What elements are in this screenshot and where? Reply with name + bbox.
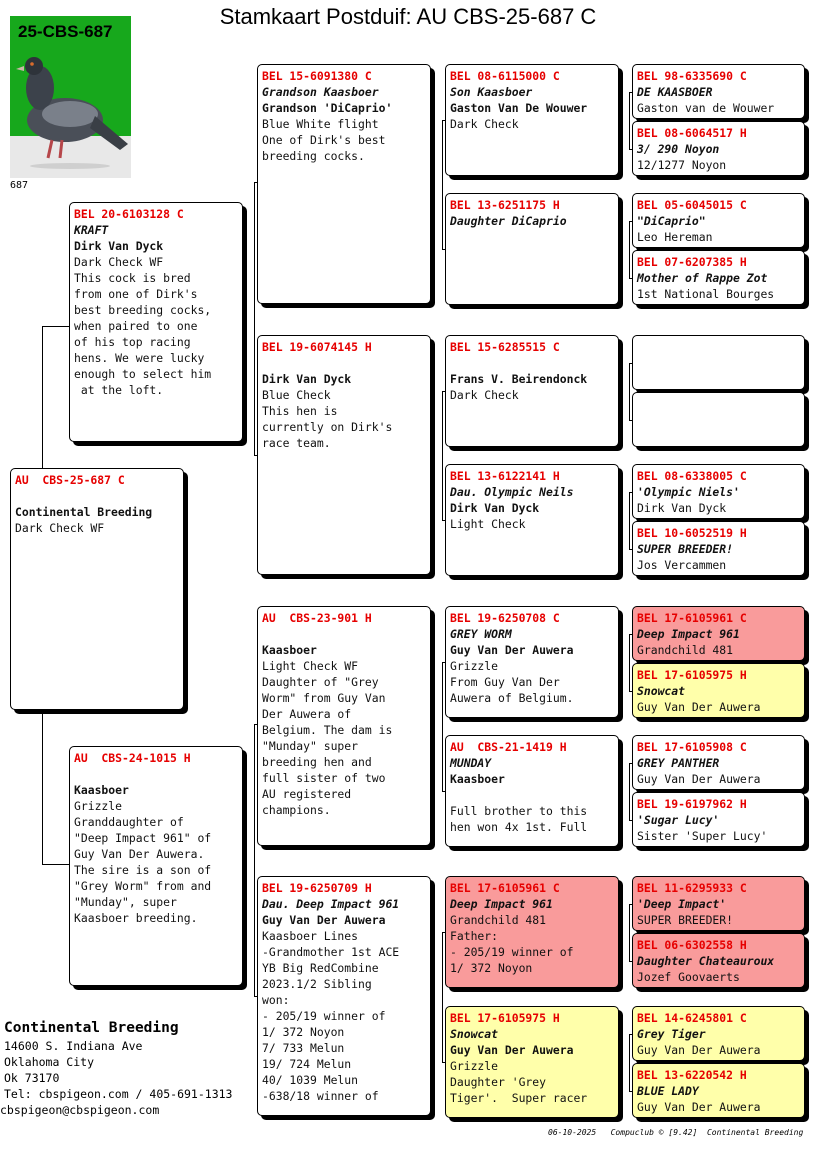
info-line bbox=[15, 488, 179, 504]
owner-name: Continental Breeding bbox=[4, 1020, 179, 1036]
sire-card[interactable] bbox=[69, 202, 243, 442]
info-line: Auwera of Belgium. bbox=[450, 691, 574, 705]
info-line: Guy Van Der Auwera bbox=[637, 1043, 761, 1057]
info-line: Grandson 'DiCaprio' bbox=[262, 101, 393, 115]
info-line: This cock is bred bbox=[74, 271, 191, 285]
dam-sire-card[interactable] bbox=[257, 606, 431, 846]
info-line: Blue White flight bbox=[262, 117, 379, 131]
ring-number: BEL 08-6115000 C bbox=[450, 69, 560, 83]
info-line: "Grey Worm" from and bbox=[74, 879, 212, 893]
ggparent-card-8[interactable] bbox=[445, 1006, 619, 1118]
ring-number: BEL 13-6220542 H bbox=[637, 1068, 747, 1082]
info-line: 7/ 733 Melun bbox=[262, 1041, 345, 1055]
owner-phone: Tel: cbspigeon.com / 405-691-1313 bbox=[4, 1087, 233, 1101]
ring-number: BEL 10-6052519 H bbox=[637, 526, 747, 540]
info-line: "Munday", super bbox=[74, 895, 177, 909]
info-line: Guy Van Der Auwera bbox=[637, 700, 761, 714]
gggparent-card-8[interactable] bbox=[632, 521, 805, 576]
connector-line bbox=[629, 1034, 630, 1091]
pigeon-name: Son Kaasboer bbox=[450, 85, 533, 99]
info-line: AU registered bbox=[262, 787, 352, 801]
info-line: Dirk Van Dyck bbox=[637, 501, 727, 515]
info-line bbox=[450, 787, 614, 803]
info-line: YB Big RedCombine bbox=[262, 961, 379, 975]
gggparent-card-9[interactable] bbox=[632, 606, 805, 661]
pigeon-photo bbox=[10, 16, 131, 178]
photo-caption: 687 bbox=[10, 180, 29, 191]
connector-line bbox=[254, 724, 255, 996]
pigeon-name: GREY WORM bbox=[450, 627, 512, 641]
info-line: Leo Hereman bbox=[637, 230, 713, 244]
gggparent-card-13[interactable] bbox=[632, 876, 805, 931]
pigeon-name: Deep Impact 961 bbox=[450, 897, 553, 911]
info-line: Kaasboer Lines bbox=[262, 929, 359, 943]
connector-line bbox=[42, 326, 69, 327]
info-line: from one of Dirk's bbox=[74, 287, 198, 301]
info-line: 40/ 1039 Melun bbox=[262, 1073, 359, 1087]
ring-number: BEL 17-6105975 H bbox=[450, 1011, 560, 1025]
gggparent-card-6[interactable] bbox=[632, 392, 805, 447]
photo-label: 25-CBS-687 bbox=[18, 22, 113, 41]
info-line: SUPER BREEDER! bbox=[637, 913, 734, 927]
ring-number: BEL 08-6338005 C bbox=[637, 469, 747, 483]
info-line: Kaasboer breeding. bbox=[74, 911, 198, 925]
footer-credit: 06-10-2025 Compuclub © [9.42] Continental Breeding bbox=[548, 1128, 804, 1137]
sire-dam-card[interactable] bbox=[257, 335, 431, 575]
info-line: champions. bbox=[262, 803, 331, 817]
info-line: Guy Van Der Auwera bbox=[637, 1100, 761, 1114]
pigeon-name: Grey Tiger bbox=[637, 1027, 706, 1041]
connector-line bbox=[254, 182, 255, 456]
info-line: currently on Dirk's bbox=[262, 420, 393, 434]
info-line: Gaston Van De Wouwer bbox=[450, 101, 588, 115]
info-line: -638/18 winner of bbox=[262, 1089, 379, 1103]
gggparent-card-11[interactable] bbox=[632, 735, 805, 790]
pigeon-name: Deep Impact 961 bbox=[637, 627, 740, 641]
gggparent-card-4[interactable] bbox=[632, 250, 805, 305]
ring-number: BEL 14-6245801 C bbox=[637, 1011, 747, 1025]
info-line: Frans V. Beirendonck bbox=[450, 372, 588, 386]
info-line: Dark Check bbox=[450, 117, 519, 131]
info-line: race team. bbox=[262, 436, 331, 450]
ring-number: BEL 17-6105961 C bbox=[637, 611, 747, 625]
ggparent-card-5[interactable] bbox=[445, 606, 619, 718]
ring-number: BEL 15-6091380 C bbox=[262, 69, 372, 83]
ring-number: BEL 15-6285515 C bbox=[450, 340, 560, 354]
info-line: Dirk Van Dyck bbox=[74, 239, 164, 253]
ring-number: BEL 17-6105961 C bbox=[450, 881, 560, 895]
info-line: Guy Van Der Auwera bbox=[450, 643, 574, 657]
info-line: Kaasboer bbox=[262, 643, 317, 657]
pigeon-name: BLUE LADY bbox=[637, 1084, 699, 1098]
info-line: enough to select him bbox=[74, 367, 212, 381]
info-line: Worm" from Guy Van bbox=[262, 691, 386, 705]
pigeon-name: KRAFT bbox=[74, 223, 109, 237]
gggparent-card-5[interactable] bbox=[632, 335, 805, 390]
info-line: full sister of two bbox=[262, 771, 386, 785]
ring-number: AU CBS-25-687 C bbox=[15, 473, 125, 487]
info-line bbox=[262, 626, 426, 642]
info-line: 2023.1/2 Sibling bbox=[262, 977, 372, 991]
connector-line bbox=[42, 714, 43, 864]
gggparent-card-2[interactable] bbox=[632, 121, 805, 176]
info-line: Belgium. The dam is bbox=[262, 723, 393, 737]
info-line: Der Auwera of bbox=[262, 707, 352, 721]
pigeon-name: Daughter Chateauroux bbox=[637, 954, 775, 968]
connector-line bbox=[629, 492, 630, 549]
info-line: Blue Check bbox=[262, 388, 331, 402]
info-line: Grizzle bbox=[74, 799, 123, 813]
ring-number: BEL 20-6103128 C bbox=[74, 207, 184, 221]
info-line: Guy Van Der Auwera. bbox=[74, 847, 205, 861]
info-line: best breeding cocks, bbox=[74, 303, 212, 317]
pigeon-name: DE KAASBOER bbox=[637, 85, 713, 99]
info-line: hen won 4x 1st. Full bbox=[450, 820, 588, 834]
connector-line bbox=[629, 634, 630, 691]
connector-line bbox=[629, 763, 630, 820]
info-line: Jos Vercammen bbox=[637, 558, 727, 572]
info-line: The sire is a son of bbox=[74, 863, 212, 877]
ring-number: BEL 19-6074145 H bbox=[262, 340, 372, 354]
info-line: 1st National Bourges bbox=[637, 287, 775, 301]
ggparent-card-1[interactable] bbox=[445, 64, 619, 176]
pigeon-name: Dau. Deep Impact 961 bbox=[262, 897, 400, 911]
info-line: Kaasboer bbox=[74, 783, 129, 797]
info-line: Daughter 'Grey bbox=[450, 1075, 547, 1089]
dam-card[interactable] bbox=[69, 746, 243, 986]
info-line: breeding hen and bbox=[262, 755, 372, 769]
gggparent-card-15[interactable] bbox=[632, 1006, 805, 1061]
ring-number: BEL 13-6122141 H bbox=[450, 469, 560, 483]
info-line: hens. We were lucky bbox=[74, 351, 205, 365]
ring-number: AU CBS-24-1015 H bbox=[74, 751, 191, 765]
info-line: Tiger'. Super racer bbox=[450, 1091, 588, 1105]
ring-number: BEL 19-6250709 H bbox=[262, 881, 372, 895]
info-line: Dirk Van Dyck bbox=[450, 501, 540, 515]
owner-block bbox=[0, 1018, 233, 1118]
pigeon-name: Daughter DiCaprio bbox=[450, 214, 567, 228]
gggparent-card-10[interactable] bbox=[632, 663, 805, 718]
ring-number: BEL 05-6045015 C bbox=[637, 198, 747, 212]
gggparent-card-14[interactable] bbox=[632, 933, 805, 988]
dam-dam-card[interactable] bbox=[257, 876, 431, 1116]
pigeon-name: 'Deep Impact' bbox=[637, 897, 727, 911]
ring-number: BEL 19-6250708 C bbox=[450, 611, 560, 625]
info-line: From Guy Van Der bbox=[450, 675, 560, 689]
info-line: Granddaughter of bbox=[74, 815, 184, 829]
info-line: Dirk Van Dyck bbox=[262, 372, 352, 386]
connector-line bbox=[442, 120, 443, 249]
connector-line bbox=[442, 662, 443, 791]
gggparent-card-7[interactable] bbox=[632, 464, 805, 519]
sire-sire-card[interactable] bbox=[257, 64, 431, 304]
connector-line bbox=[629, 221, 630, 278]
pigeon-name: Snowcat bbox=[637, 684, 686, 698]
info-line: 1/ 372 Noyon bbox=[262, 1025, 345, 1039]
info-line bbox=[450, 355, 614, 371]
info-line: Dark Check bbox=[450, 388, 519, 402]
info-line: Grizzle bbox=[450, 1059, 499, 1073]
info-line: at the loft. bbox=[74, 383, 164, 397]
info-line: - 205/19 winner of bbox=[450, 945, 574, 959]
pigeon-name: Grandson Kaasboer bbox=[262, 85, 379, 99]
pigeon-name: Mother of Rappe Zot bbox=[637, 271, 768, 285]
connector-line bbox=[629, 92, 630, 149]
info-line: Father: bbox=[450, 929, 499, 943]
ring-number: AU CBS-23-901 H bbox=[262, 611, 372, 625]
gggparent-card-16[interactable] bbox=[632, 1063, 805, 1118]
connector-line bbox=[629, 904, 630, 961]
owner-address-line: Ok 73170 bbox=[4, 1071, 60, 1085]
page-title: Stamkaart Postduif: AU CBS-25-687 C bbox=[219, 4, 597, 29]
info-line: Grandchild 481 bbox=[450, 913, 547, 927]
info-line: Kaasboer bbox=[450, 772, 505, 786]
ggparent-card-6[interactable] bbox=[445, 735, 619, 847]
info-line: Dark Check WF bbox=[74, 255, 164, 269]
connector-line bbox=[42, 864, 69, 865]
info-line bbox=[74, 766, 238, 782]
ggparent-card-7[interactable] bbox=[445, 876, 619, 988]
ring-number: BEL 11-6295933 C bbox=[637, 881, 747, 895]
pigeon-name: MUNDAY bbox=[450, 756, 492, 770]
ring-number: BEL 07-6207385 H bbox=[637, 255, 747, 269]
info-line: Guy Van Der Auwera bbox=[262, 913, 386, 927]
ggparent-card-2[interactable] bbox=[445, 193, 619, 305]
connector-line bbox=[442, 391, 443, 520]
ring-number: BEL 06-6302558 H bbox=[637, 938, 747, 952]
ring-number: BEL 08-6064517 H bbox=[637, 126, 747, 140]
info-line: breeding cocks. bbox=[262, 149, 365, 163]
info-line: "Munday" super bbox=[262, 739, 359, 753]
info-line: One of Dirk's best bbox=[262, 133, 386, 147]
connector-line bbox=[629, 363, 630, 420]
info-line: Gaston van de Wouwer bbox=[637, 101, 775, 115]
info-line: Guy Van Der Auwera bbox=[450, 1043, 574, 1057]
info-line: "Deep Impact 961" of bbox=[74, 831, 212, 845]
ring-number: BEL 13-6251175 H bbox=[450, 198, 560, 212]
info-line: won: bbox=[262, 993, 290, 1007]
pigeon-name: "DiCaprio" bbox=[637, 214, 706, 228]
info-line: Full brother to this bbox=[450, 804, 588, 818]
ring-number: BEL 19-6197962 H bbox=[637, 797, 747, 811]
info-line bbox=[262, 355, 426, 371]
info-line: 19/ 724 Melun bbox=[262, 1057, 352, 1071]
info-line: -Grandmother 1st ACE bbox=[262, 945, 400, 959]
info-line: 12/1277 Noyon bbox=[637, 158, 727, 172]
info-line: Dark Check WF bbox=[15, 521, 105, 535]
info-line: Guy Van Der Auwera bbox=[637, 772, 761, 786]
info-line: Grandchild 481 bbox=[637, 643, 734, 657]
pigeon-name: 'Olympic Niels' bbox=[637, 485, 740, 499]
ring-number: BEL 17-6105975 H bbox=[637, 668, 747, 682]
gggparent-card-3[interactable] bbox=[632, 193, 805, 248]
info-line: Light Check bbox=[450, 517, 526, 531]
gggparent-card-1[interactable] bbox=[632, 64, 805, 119]
pigeon-name: Snowcat bbox=[450, 1027, 499, 1041]
pigeon-name: Dau. Olympic Neils bbox=[450, 485, 574, 499]
owner-address-line: 14600 S. Indiana Ave bbox=[4, 1039, 143, 1053]
info-line: Sister 'Super Lucy' bbox=[637, 829, 768, 843]
info-line: Grizzle bbox=[450, 659, 499, 673]
ggparent-card-3[interactable] bbox=[445, 335, 619, 447]
connector-line bbox=[42, 326, 43, 468]
info-line: when paired to one bbox=[74, 319, 198, 333]
info-line: Light Check WF bbox=[262, 659, 359, 673]
info-line: This hen is bbox=[262, 404, 338, 418]
connector-line bbox=[442, 932, 443, 1062]
pigeon-name: SUPER BREEDER! bbox=[637, 542, 734, 556]
owner-address-line: Oklahoma City bbox=[4, 1055, 95, 1069]
info-line: of his top racing bbox=[74, 335, 191, 349]
pigeon-name: GREY PANTHER bbox=[637, 756, 720, 770]
ring-number: BEL 98-6335690 C bbox=[637, 69, 747, 83]
info-line: Jozef Goovaerts bbox=[637, 970, 740, 984]
info-line: - 205/19 winner of bbox=[262, 1009, 386, 1023]
owner-email: cbspigeon@cbspigeon.com bbox=[0, 1103, 160, 1117]
gggparent-card-12[interactable] bbox=[632, 792, 805, 847]
ring-number: BEL 17-6105908 C bbox=[637, 740, 747, 754]
info-line: Continental Breeding bbox=[15, 505, 153, 519]
pigeon-name: 'Sugar Lucy' bbox=[637, 813, 720, 827]
ring-number: AU CBS-21-1419 H bbox=[450, 740, 567, 754]
pigeon-name: 3/ 290 Noyon bbox=[637, 142, 720, 156]
ggparent-card-4[interactable] bbox=[445, 464, 619, 576]
subject-pigeon-card[interactable] bbox=[10, 468, 184, 710]
info-line: Daughter of "Grey bbox=[262, 675, 379, 689]
info-line: 1/ 372 Noyon bbox=[450, 961, 533, 975]
